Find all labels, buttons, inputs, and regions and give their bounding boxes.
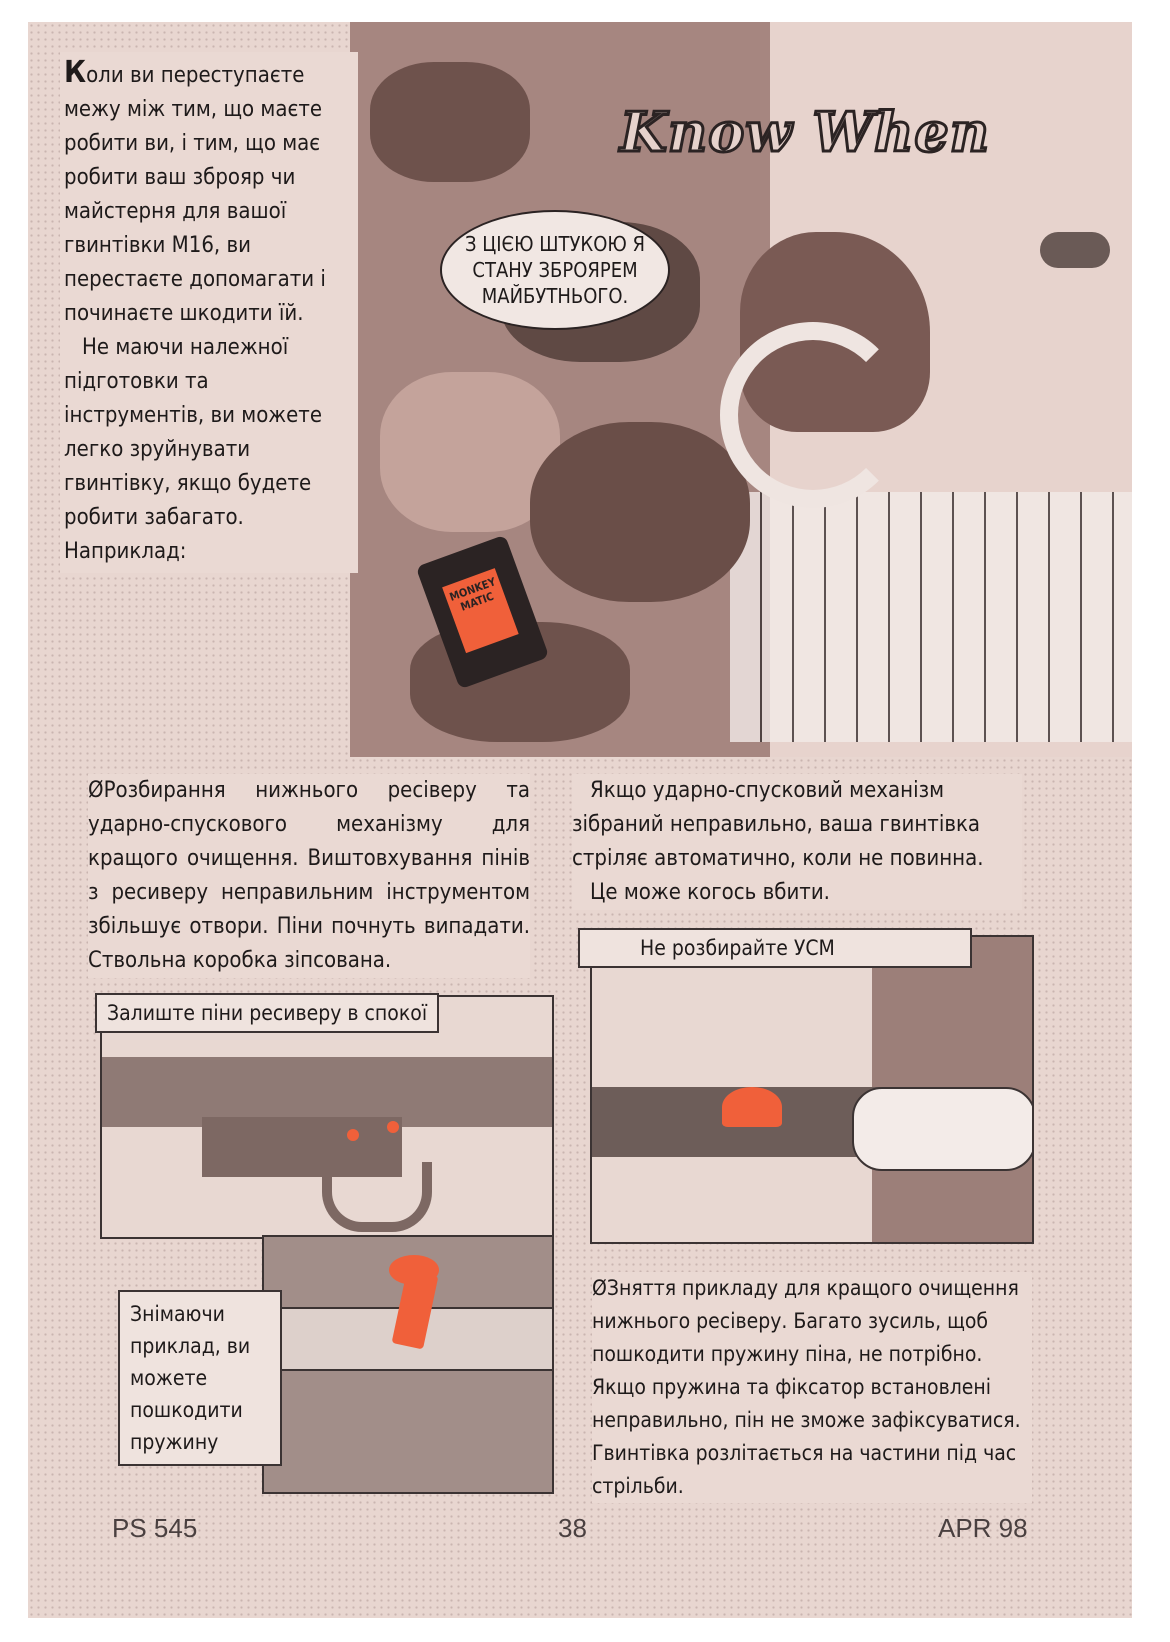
intro-paragraph-2: Не маючи належної підготовки та інструментів, ви можете легко зруйнувати гвинтівку, якщо будете робити забагато. Наприклад:	[64, 335, 323, 564]
publication-id: PS 545	[112, 1513, 198, 1543]
intro-paragraph-1: оли ви переступаєте межу між тим, що маєте робити ви, і тим, що має робити ваш зброяр чи майстерня для вашої гвинтівки M16, ви перестаєте допомагати і починаєте шкодити їй.	[64, 63, 326, 326]
speech-bubble: З ЦІЄЮ ШТУКОЮ Я СТАНУ ЗБРОЯРЕМ МАЙБУТНЬОГО.	[440, 210, 670, 330]
trigger-panel	[590, 935, 1034, 1244]
right-text	[572, 774, 1022, 910]
right-paragraph-2: Це може когось вбити.	[590, 880, 830, 905]
page-number: 38	[558, 1513, 587, 1543]
right-paragraph-1: Якщо ударно-спусковий механізм зібраний неправильно, ваша гвинтівка стріляє автоматично, коли не повинна.	[572, 778, 984, 871]
drop-cap: К	[64, 55, 87, 90]
right-paragraph-3: ØЗняття прикладу для кращого очищення нижнього ресіверу. Багато зусиль, щоб пошкодити пружину піна, не потрібно. Якщо пружина та фіксатор встановлені неправильно, пін не зможе зафіксуватися. Гвинтівка розлітається на частини під час стрільби.	[592, 1272, 1032, 1503]
article-title: Know When	[620, 100, 991, 164]
pin-icon	[387, 1121, 399, 1133]
receiver-caption: Залиште піни ресиверу в спокої	[95, 993, 439, 1033]
tool-label: MONKEY MATIC	[442, 568, 519, 653]
issue-date: APR 98	[938, 1513, 1028, 1543]
stock-caption: Знімаючи приклад, ви можете пошкодити пружину	[118, 1290, 282, 1466]
trigger-caption: Не розбирайте УСМ	[578, 928, 972, 968]
stock-pin-panel	[262, 1235, 554, 1494]
pin-icon	[347, 1129, 359, 1141]
intro-text	[60, 52, 358, 573]
barrel-icon	[1040, 232, 1110, 268]
trigger-part-icon	[722, 1087, 782, 1127]
left-paragraph: ØРозбирання нижнього ресіверу та ударно-спускового механізму для кращого очищення. Виштовхування пінів з ресиверу неправильним інструментом збільшує отвори. Піни почнуть випадати. Ствольна коробка зіпсована.	[88, 774, 530, 978]
